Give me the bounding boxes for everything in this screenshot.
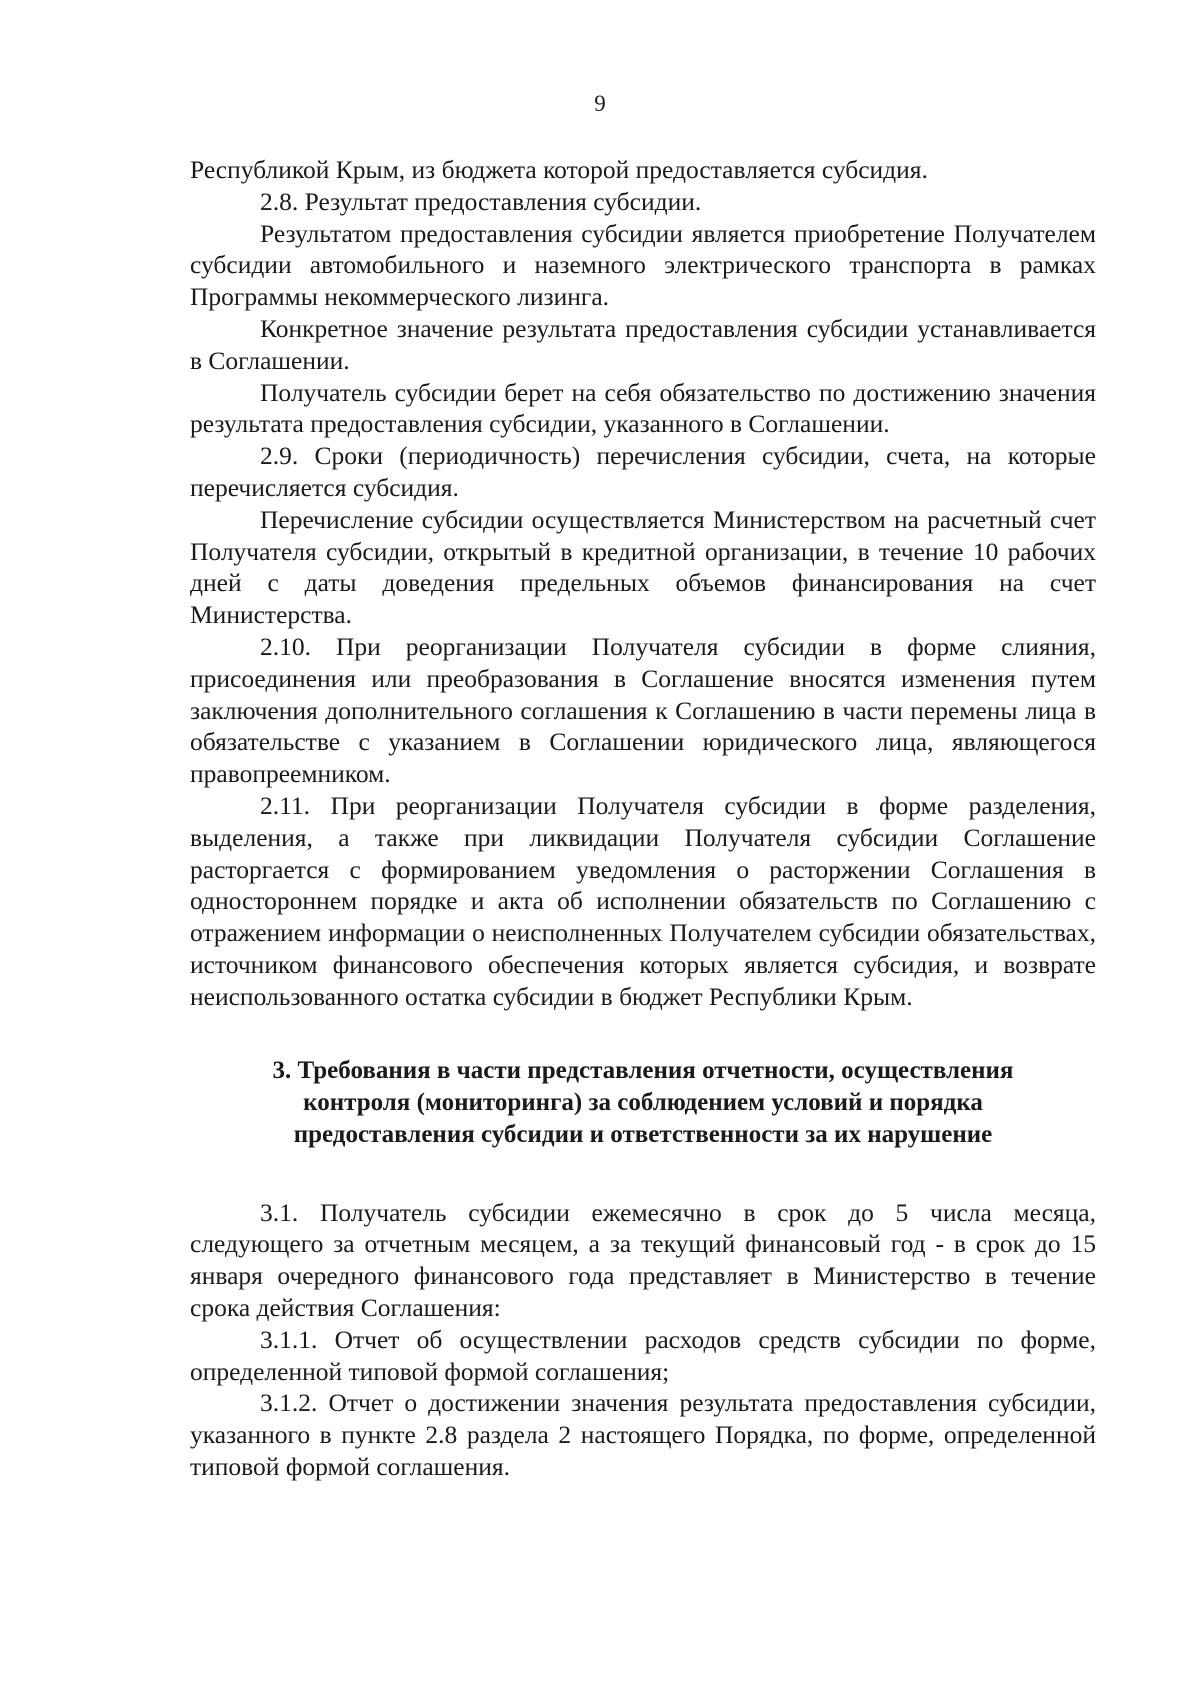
paragraph-3-1-2: 3.1.2. Отчет о достижении значения результата предоставления субсидии, указанного в пункте 2.8 раздела 2 настоящего Порядка, по форме, определенной типовой формой соглашения. (190, 1388, 1096, 1481)
paragraph-2-9-heading: 2.9. Сроки (периодичность) перечисления субсидии, счета, на которые перечисляется субсидия. (190, 441, 1096, 502)
section-3-title: 3. Требования в части представления отчетности, осуществления контроля (мониторинга) за соблюдением условий и порядка предоставления субсидии и ответственности за их нарушение (272, 1056, 1014, 1148)
paragraph-transfer: Перечисление субсидии осуществляется Министерством на расчетный счет Получателя субсидии, открытый в кредитной организации, в течение 10 рабочих дней с даты доведения предельных объемов финансирования на счет Министерства. (190, 504, 1096, 630)
page-number: 9 (594, 91, 606, 116)
paragraph-3-1-1: 3.1.1. Отчет об осуществлении расходов средств субсидии по форме, определенной типовой формой соглашения; (190, 1324, 1096, 1386)
paragraph-result: Результатом предоставления субсидии является приобретение Получателем субсидии автомобильного и наземного электрического транспорта в рамках Программы некоммерческого лизинга. (190, 218, 1096, 312)
document-body (190, 154, 1096, 1483)
paragraph-result-value: Конкретное значение результата предоставления субсидии устанавливается в Соглашении. (190, 313, 1096, 375)
paragraph-obligation: Получатель субсидии берет на себя обязательство по достижению значения результата предоставления субсидии, указанного в Соглашении. (190, 377, 1096, 439)
paragraph-2-8-heading: 2.8. Результат предоставления субсидии. (260, 186, 702, 216)
paragraph-2-11: 2.11. При реорганизации Получателя субсидии в форме разделения, выделения, а также при ликвидации Получателя субсидии Соглашение расторгается с формированием уведомления о расторжении Соглашения в одностороннем порядке и акта об исполнении обязательств по Соглашению с отражением информации о неисполненных Получателем субсидии обязательствах, источником финансового обеспечения которых является субсидия, и возврате неиспользованного остатка субсидии в бюджет Республики Крым. (190, 790, 1096, 1011)
paragraph-continuation: Республикой Крым, из бюджета которой предоставляется субсидия. (190, 155, 928, 184)
paragraph-2-10: 2.10. При реорганизации Получателя субсидии в форме слияния, присоединения или преобразования в Соглашение вносятся изменения путем заключения дополнительного соглашения к Соглашению в части перемены лица в обязательстве с указанием в Соглашении юридического лица, являющегося правопреемником. (190, 631, 1096, 789)
paragraph-3-1: 3.1. Получатель субсидии ежемесячно в срок до 5 числа месяца, следующего за отчетным месяцем, а за текущий финансовый год - в срок до 15 января очередного финансового года представляет в Министерство в течение срока действия Соглашения: (190, 1197, 1096, 1322)
